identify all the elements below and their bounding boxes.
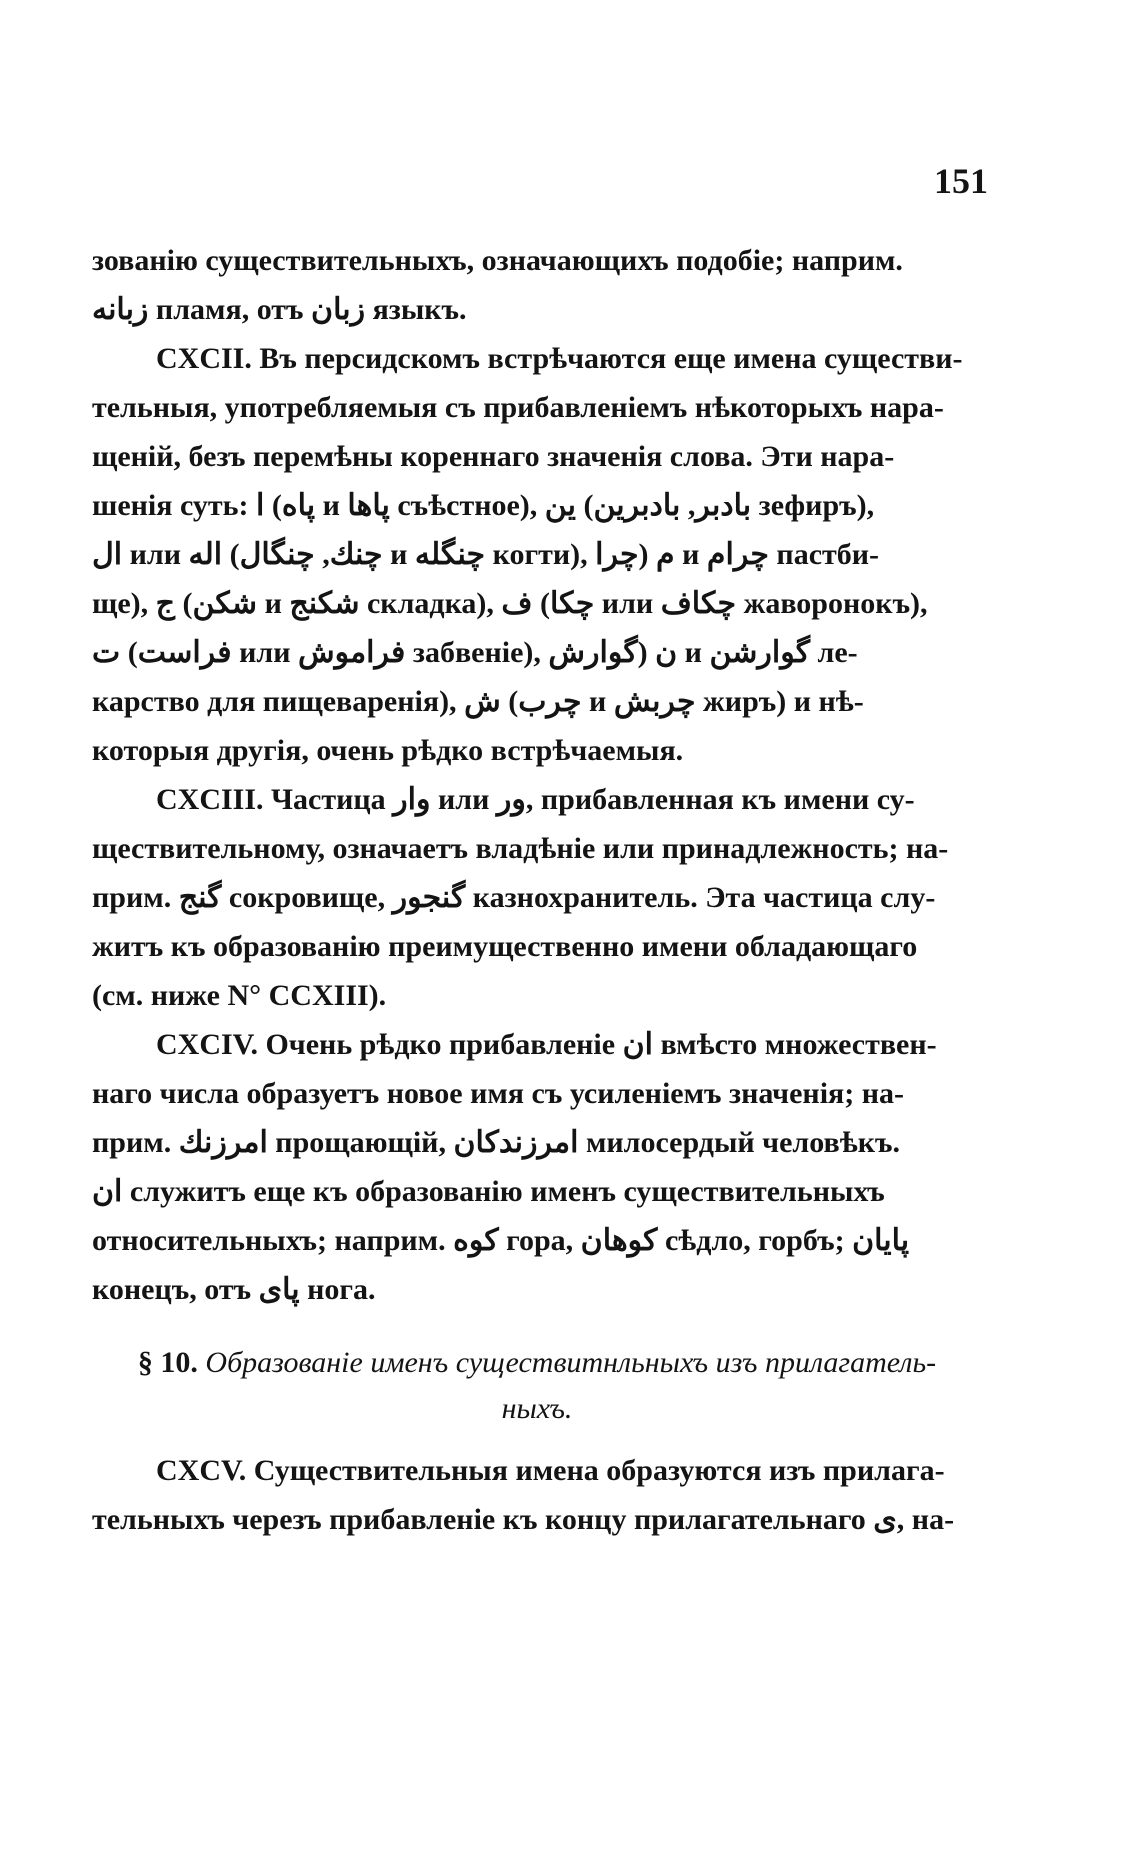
text-line: CXCIII. Частица وار или ور, прибавленная къ имени су-	[156, 783, 915, 816]
text-line: CXCII. Въ персидскомъ встрѣчаются еще имена существи-	[156, 342, 963, 375]
section-heading	[92, 1340, 982, 1432]
text-line: которыя другія, очень рѣдко встрѣчаемыя.	[92, 734, 684, 767]
text-line: наго числа образуетъ новое имя съ усиленіемъ значенія; на-	[92, 1077, 905, 1110]
text-line: ال или اله (چنك, چنگال и چنگله когти), م (چرا и چرام пастби-	[92, 538, 880, 571]
text-line: (см. ниже N° CCXIII).	[92, 979, 387, 1012]
text-line: CXCIV. Очень рѣдко прибавленіе ان вмѣсто множествен-	[156, 1028, 937, 1061]
text-line: тельныя, употребляемыя съ прибавленіемъ нѣкоторыхъ нара-	[92, 391, 944, 424]
text-line: زبانه пламя, отъ زبان языкъ.	[92, 293, 467, 326]
text-line: карство для пищеваренія), ش (چرب и چربش жиръ) и нѣ-	[92, 685, 864, 718]
text-line: шенія суть: ا (پاه и پاها съѣстное), ین (بادبر, بادبرین зефиръ),	[92, 489, 875, 522]
paragraph-cxciii	[92, 775, 982, 1020]
section-number: § 10.	[137, 1346, 198, 1379]
text-line: тельныхъ черезъ прибавленіе къ концу прилагательнаго ى, на-	[92, 1503, 955, 1536]
paragraph-cxciv	[92, 1020, 982, 1314]
text-line: житъ къ образованію преимущественно имени обладающаго	[92, 930, 918, 963]
text-line: ت (فراست или فراموش забвеніе), ن (گوارش и گوارشن ле-	[92, 636, 858, 669]
text-line: прим. گنج сокровище, گنجور казнохранитель. Эта частица слу-	[92, 881, 936, 914]
section-title: Образованіе именъ существитнльныхъ изъ прилагатель-	[205, 1346, 937, 1379]
paragraph-continuation	[92, 236, 982, 334]
paragraph-cxcv	[92, 1446, 982, 1544]
text-line: зованію существительныхъ, означающихъ подобіе; наприм.	[92, 244, 903, 277]
text-line: конецъ, отъ پای нога.	[92, 1273, 376, 1306]
text-line: ществительному, означаетъ владѣніе или принадлежность; на-	[92, 832, 949, 865]
text-line: щеній, безъ перемѣны кореннаго значенія слова. Эти нара-	[92, 440, 895, 473]
text-line: ще), ج (شكن и شکنج складка), ف (چکا или چکاف жаворонокъ),	[92, 587, 928, 620]
text-line: CXCV. Существительныя имена образуются изъ прилага-	[156, 1454, 945, 1487]
page-number: 151	[934, 161, 988, 201]
text-line: ان служитъ еще къ образованію именъ существительныхъ	[92, 1175, 885, 1208]
body-text	[92, 236, 982, 1544]
paragraph-cxcii	[92, 334, 982, 775]
text-line: относительныхъ; наприм. کوه гора, کوهان сѣдло, горбъ; پایان	[92, 1224, 910, 1257]
section-title-continuation: ныхъ.	[501, 1392, 573, 1425]
text-line: прим. امرزنك прощающій, امرزندکان милосердый человѣкъ.	[92, 1126, 900, 1159]
